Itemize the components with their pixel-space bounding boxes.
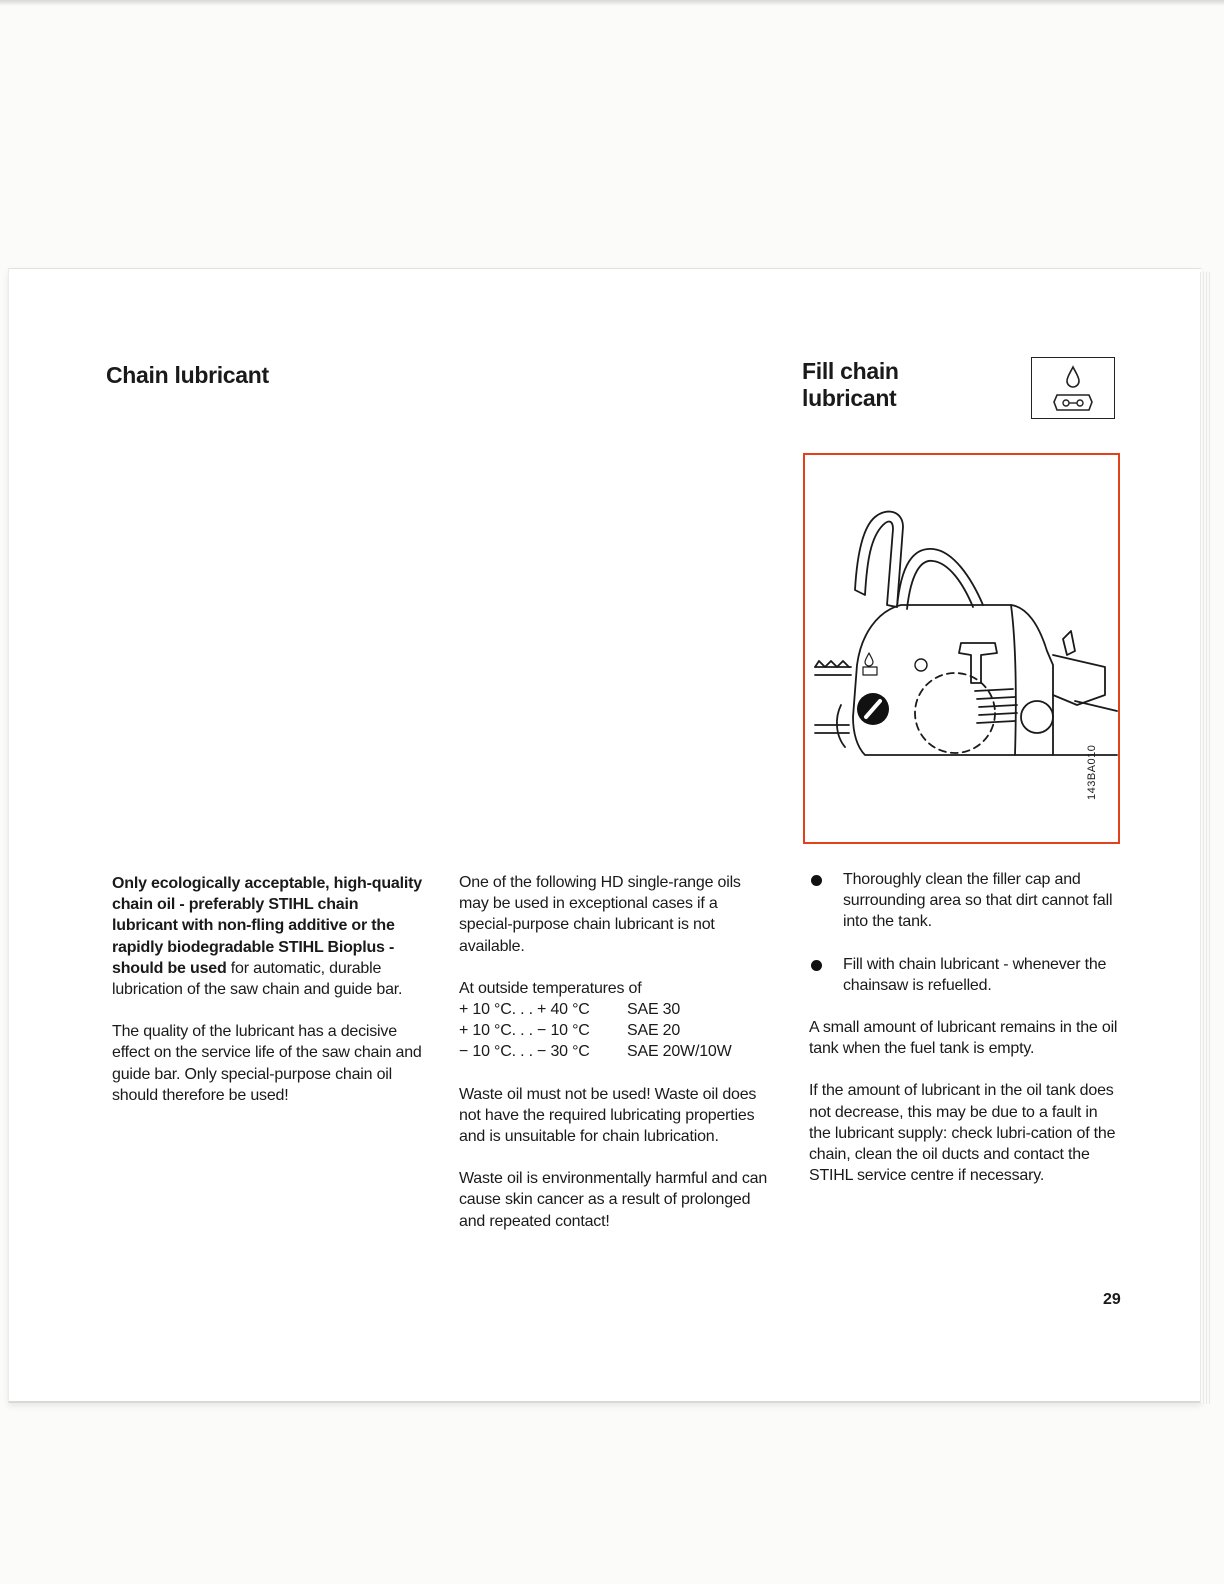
waste-oil-warning: Waste oil must not be used! Waste oil does not have the required lubricating properties and is unsuitable for chain lubrication. <box>459 1085 757 1146</box>
bullet-icon <box>811 875 822 886</box>
title-line-2: lubricant <box>802 385 897 411</box>
title-line-1: Fill chain <box>802 358 899 384</box>
left-column <box>112 873 427 1127</box>
waste-oil-health-warning: Waste oil is environmentally harmful and can cause skin cancer as a result of prolonged and repeated contact! <box>459 1170 768 1230</box>
temperature-row <box>459 1041 774 1062</box>
temperature-range: − 10 °C. . . − 30 °C <box>459 1043 590 1061</box>
temperature-range: + 10 °C. . . + 40 °C <box>459 1001 590 1019</box>
temperature-table <box>459 978 774 1063</box>
lubricant-fault-note: If the amount of lubricant in the oil tank does not decrease, this may be due to a fault in the lubricant supply: check lubri-cation of the chain, clean the oil ducts and contact the STIHL service centre if necessary. <box>809 1082 1116 1185</box>
fill-lubricant-step: Fill with chain lubricant - whenever the chainsaw is refuelled. <box>843 955 1107 994</box>
oil-drop-chain-icon <box>1031 357 1115 419</box>
chainsaw-figure <box>803 453 1120 844</box>
chain-lubricant-title: Chain lubricant <box>106 362 269 388</box>
temperature-range: + 10 °C. . . − 10 °C <box>459 1022 590 1040</box>
alternative-oils-text: One of the following HD single-range oils may be used in exceptional cases if a special-purpose chain lubricant is not available. <box>459 874 741 955</box>
temperature-row <box>459 999 774 1020</box>
oil-grade: SAE 20W/10W <box>627 1043 732 1061</box>
page-number: 29 <box>1103 1291 1121 1308</box>
figure-code: 143BA010 <box>1086 744 1098 800</box>
bullet-icon <box>811 960 822 971</box>
chainsaw-illustration <box>805 455 1118 842</box>
empty-tank-note: A small amount of lubricant remains in the oil tank when the fuel tank is empty. <box>809 1019 1118 1058</box>
temperature-intro: At outside temperatures of <box>459 979 642 997</box>
list-item <box>809 954 1119 996</box>
lubricant-recommendation: Only ecologically acceptable, high-quality chain oil - preferably STIHL chain lubricant with non-fling additive or the rapidly biodegradable STIHL Bioplus - should be used <box>112 875 422 977</box>
page-stack-edges <box>1200 272 1212 1404</box>
lubricant-quality-note: The quality of the lubricant has a decisive effect on the service life of the saw chain and guide bar. Only special-purpose chain oil should therefore be used! <box>112 1023 422 1104</box>
lubricant-purpose: for automatic, durable lubrication of the saw chain and guide bar. <box>112 959 403 999</box>
clean-filler-cap-step: Thoroughly clean the filler cap and surrounding area so that dirt cannot fall into the tank. <box>843 871 1113 931</box>
temperature-row <box>459 1020 774 1041</box>
middle-column <box>459 872 774 1253</box>
oil-grade: SAE 20 <box>627 1022 681 1040</box>
right-column <box>809 869 1119 1207</box>
oil-grade: SAE 30 <box>627 1001 681 1019</box>
fill-chain-lubricant-title <box>802 358 899 412</box>
list-item <box>809 869 1119 933</box>
page-top-edge <box>0 0 1224 6</box>
